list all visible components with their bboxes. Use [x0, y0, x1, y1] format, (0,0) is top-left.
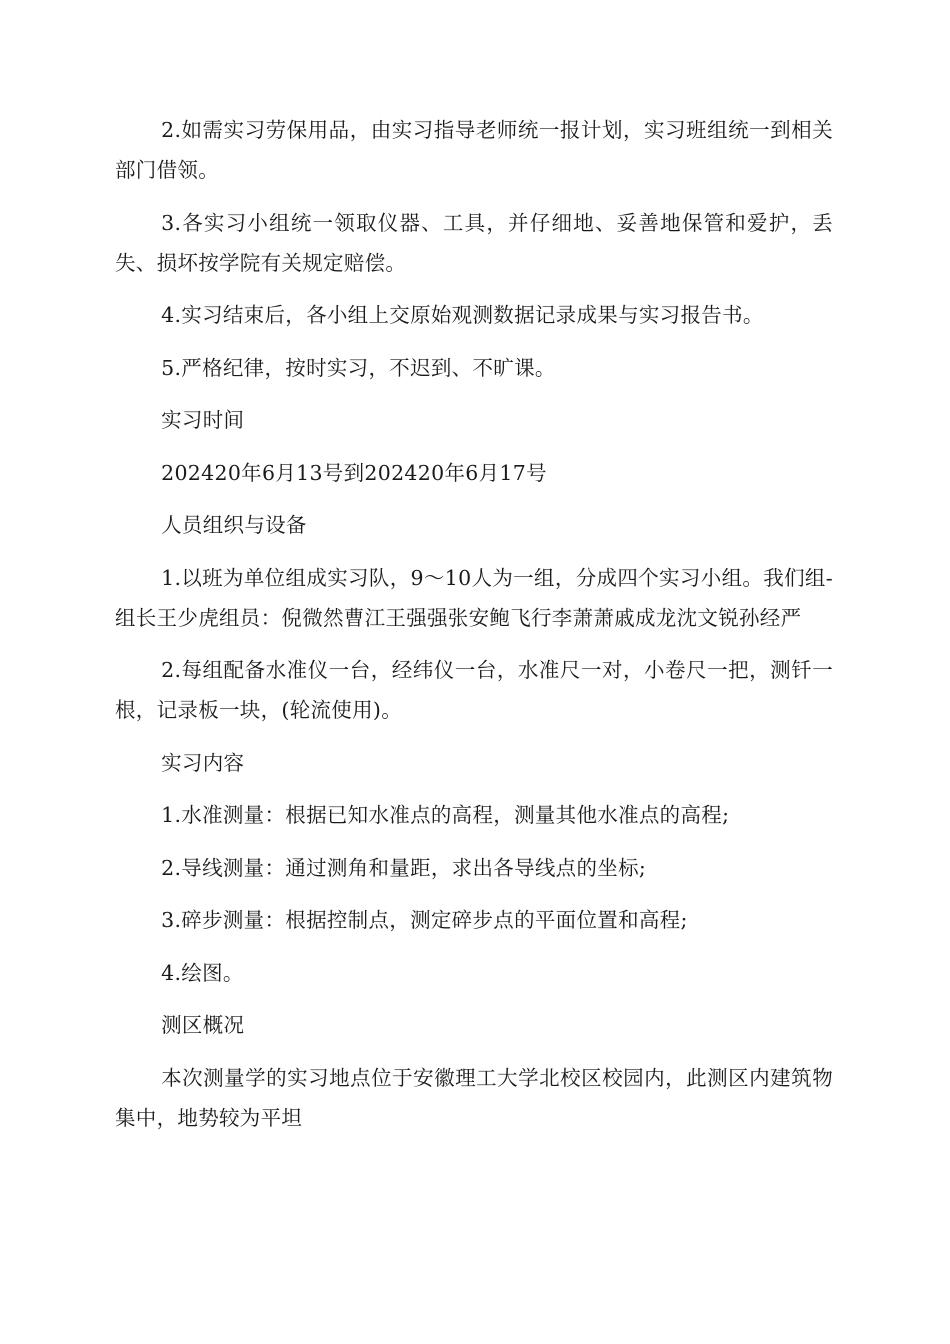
heading-survey-area: 测区概况 — [161, 1013, 245, 1037]
document-body — [115, 110, 833, 1150]
paragraph-submit-results: 4.实习结束后，各小组上交原始观测数据记录成果与实习报告书。 — [161, 303, 764, 327]
paragraph-leveling: 1.水准测量：根据已知水准点的高程，测量其他水准点的高程; — [161, 803, 730, 827]
paragraph-date-range: 202420年6月13号到202420年6月17号 — [161, 460, 547, 485]
paragraph-equipment-care: 3.各实习小组统一领取仪器、工具，并仔细地、妥善地保管和爱护，丢失、损坏按学院有关规定赔偿。 — [115, 210, 833, 275]
paragraph-survey-location: 本次测量学的实习地点位于安徽理工大学北校区校园内，此测区内建筑物集中，地势较为平坦 — [115, 1065, 833, 1130]
heading-personnel-equipment: 人员组织与设备 — [161, 513, 307, 537]
paragraph-drawing: 4.绘图。 — [161, 960, 244, 985]
paragraph-detail-survey: 3.碎步测量：根据控制点，测定碎步点的平面位置和高程; — [161, 908, 688, 932]
paragraph-labor-supplies: 2.如需实习劳保用品，由实习指导老师统一报计划，实习班组统一到相关部门借领。 — [115, 118, 833, 182]
paragraph-discipline: 5.严格纪律，按时实习，不迟到、不旷课。 — [161, 355, 556, 380]
heading-internship-time: 实习时间 — [161, 408, 245, 432]
paragraph-traverse: 2.导线测量：通过测角和量距，求出各导线点的坐标; — [161, 855, 647, 880]
paragraph-team-equipment: 2.每组配备水准仪一台，经纬仪一台，水准尺一对，小卷尺一把，测钎一根，记录板一块，(轮流使用)。 — [115, 658, 833, 722]
heading-internship-content: 实习内容 — [161, 750, 245, 775]
paragraph-team-organization: 1.以班为单位组成实习队，9～10人为一组，分成四个实习小组。我们组-组长王少虎组员：倪微然曹江王强强张安鲍飞行李萧萧戚成龙沈文锐孙经严 — [115, 565, 833, 630]
